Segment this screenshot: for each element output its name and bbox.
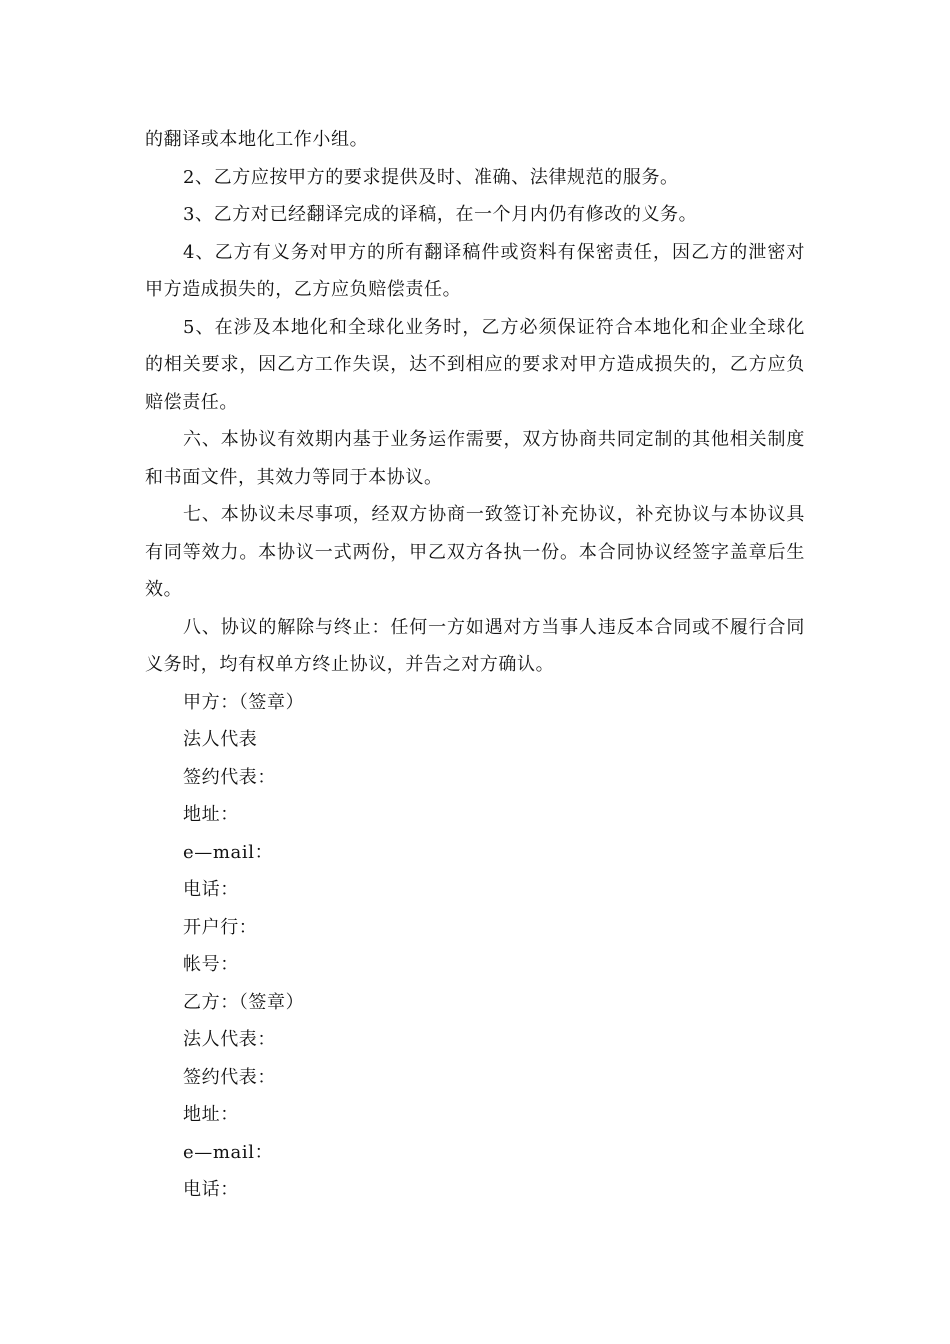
paragraph-clause-4: 4、乙方有义务对甲方的所有翻译稿件或资料有保密责任，因乙方的泄密对甲方造成损失的，乙方应负赔偿责任。 <box>145 241 805 300</box>
party-a-signing-rep: 签约代表： <box>183 766 276 788</box>
paragraph-section-8: 八、协议的解除与终止：任何一方如遇对方当事人违反本合同或不履行合同义务时，均有权单方终止协议，并告之对方确认。 <box>145 616 805 675</box>
party-b-title: 乙方：（签章） <box>183 991 305 1013</box>
party-a-title: 甲方：（签章） <box>183 691 305 713</box>
party-a-account: 帐号： <box>183 954 239 975</box>
paragraph-section-7: 七、本协议未尽事项，经双方协商一致签订补充协议，补充协议与本协议具有同等效力。本协议一式两份，甲乙双方各执一份。本合同协议经签字盖章后生效。 <box>145 504 805 600</box>
paragraph-clause-2: 2、乙方应按甲方的要求提供及时、准确、法律规范的服务。 <box>183 166 679 188</box>
paragraph-continuation: 的翻译或本地化工作小组。 <box>145 129 369 150</box>
party-a-address: 地址： <box>183 804 239 825</box>
party-a-phone: 电话： <box>183 879 239 900</box>
paragraph-section-6: 六、本协议有效期内基于业务运作需要，双方协商共同定制的其他相关制度和书面文件，其效力等同于本协议。 <box>145 429 805 488</box>
party-b-address: 地址： <box>183 1104 239 1125</box>
party-a-bank: 开户行： <box>183 916 258 938</box>
document-body <box>145 121 805 1209</box>
party-b-signature-block <box>145 984 805 1209</box>
paragraph-clause-3: 3、乙方对已经翻译完成的译稿，在一个月内仍有修改的义务。 <box>183 204 698 225</box>
party-a-email: e—mail： <box>183 841 274 863</box>
party-a-legal-rep: 法人代表 <box>183 729 258 750</box>
party-b-email: e—mail： <box>183 1141 274 1163</box>
paragraph-clause-5: 5、在涉及本地化和全球化业务时，乙方必须保证符合本地化和企业全球化的相关要求，因乙方工作失误，达不到相应的要求对甲方造成损失的，乙方应负赔偿责任。 <box>145 316 805 413</box>
party-b-legal-rep: 法人代表： <box>183 1029 276 1050</box>
party-b-signing-rep: 签约代表： <box>183 1066 276 1088</box>
party-a-signature-block <box>145 684 805 984</box>
party-b-phone: 电话： <box>183 1179 239 1200</box>
